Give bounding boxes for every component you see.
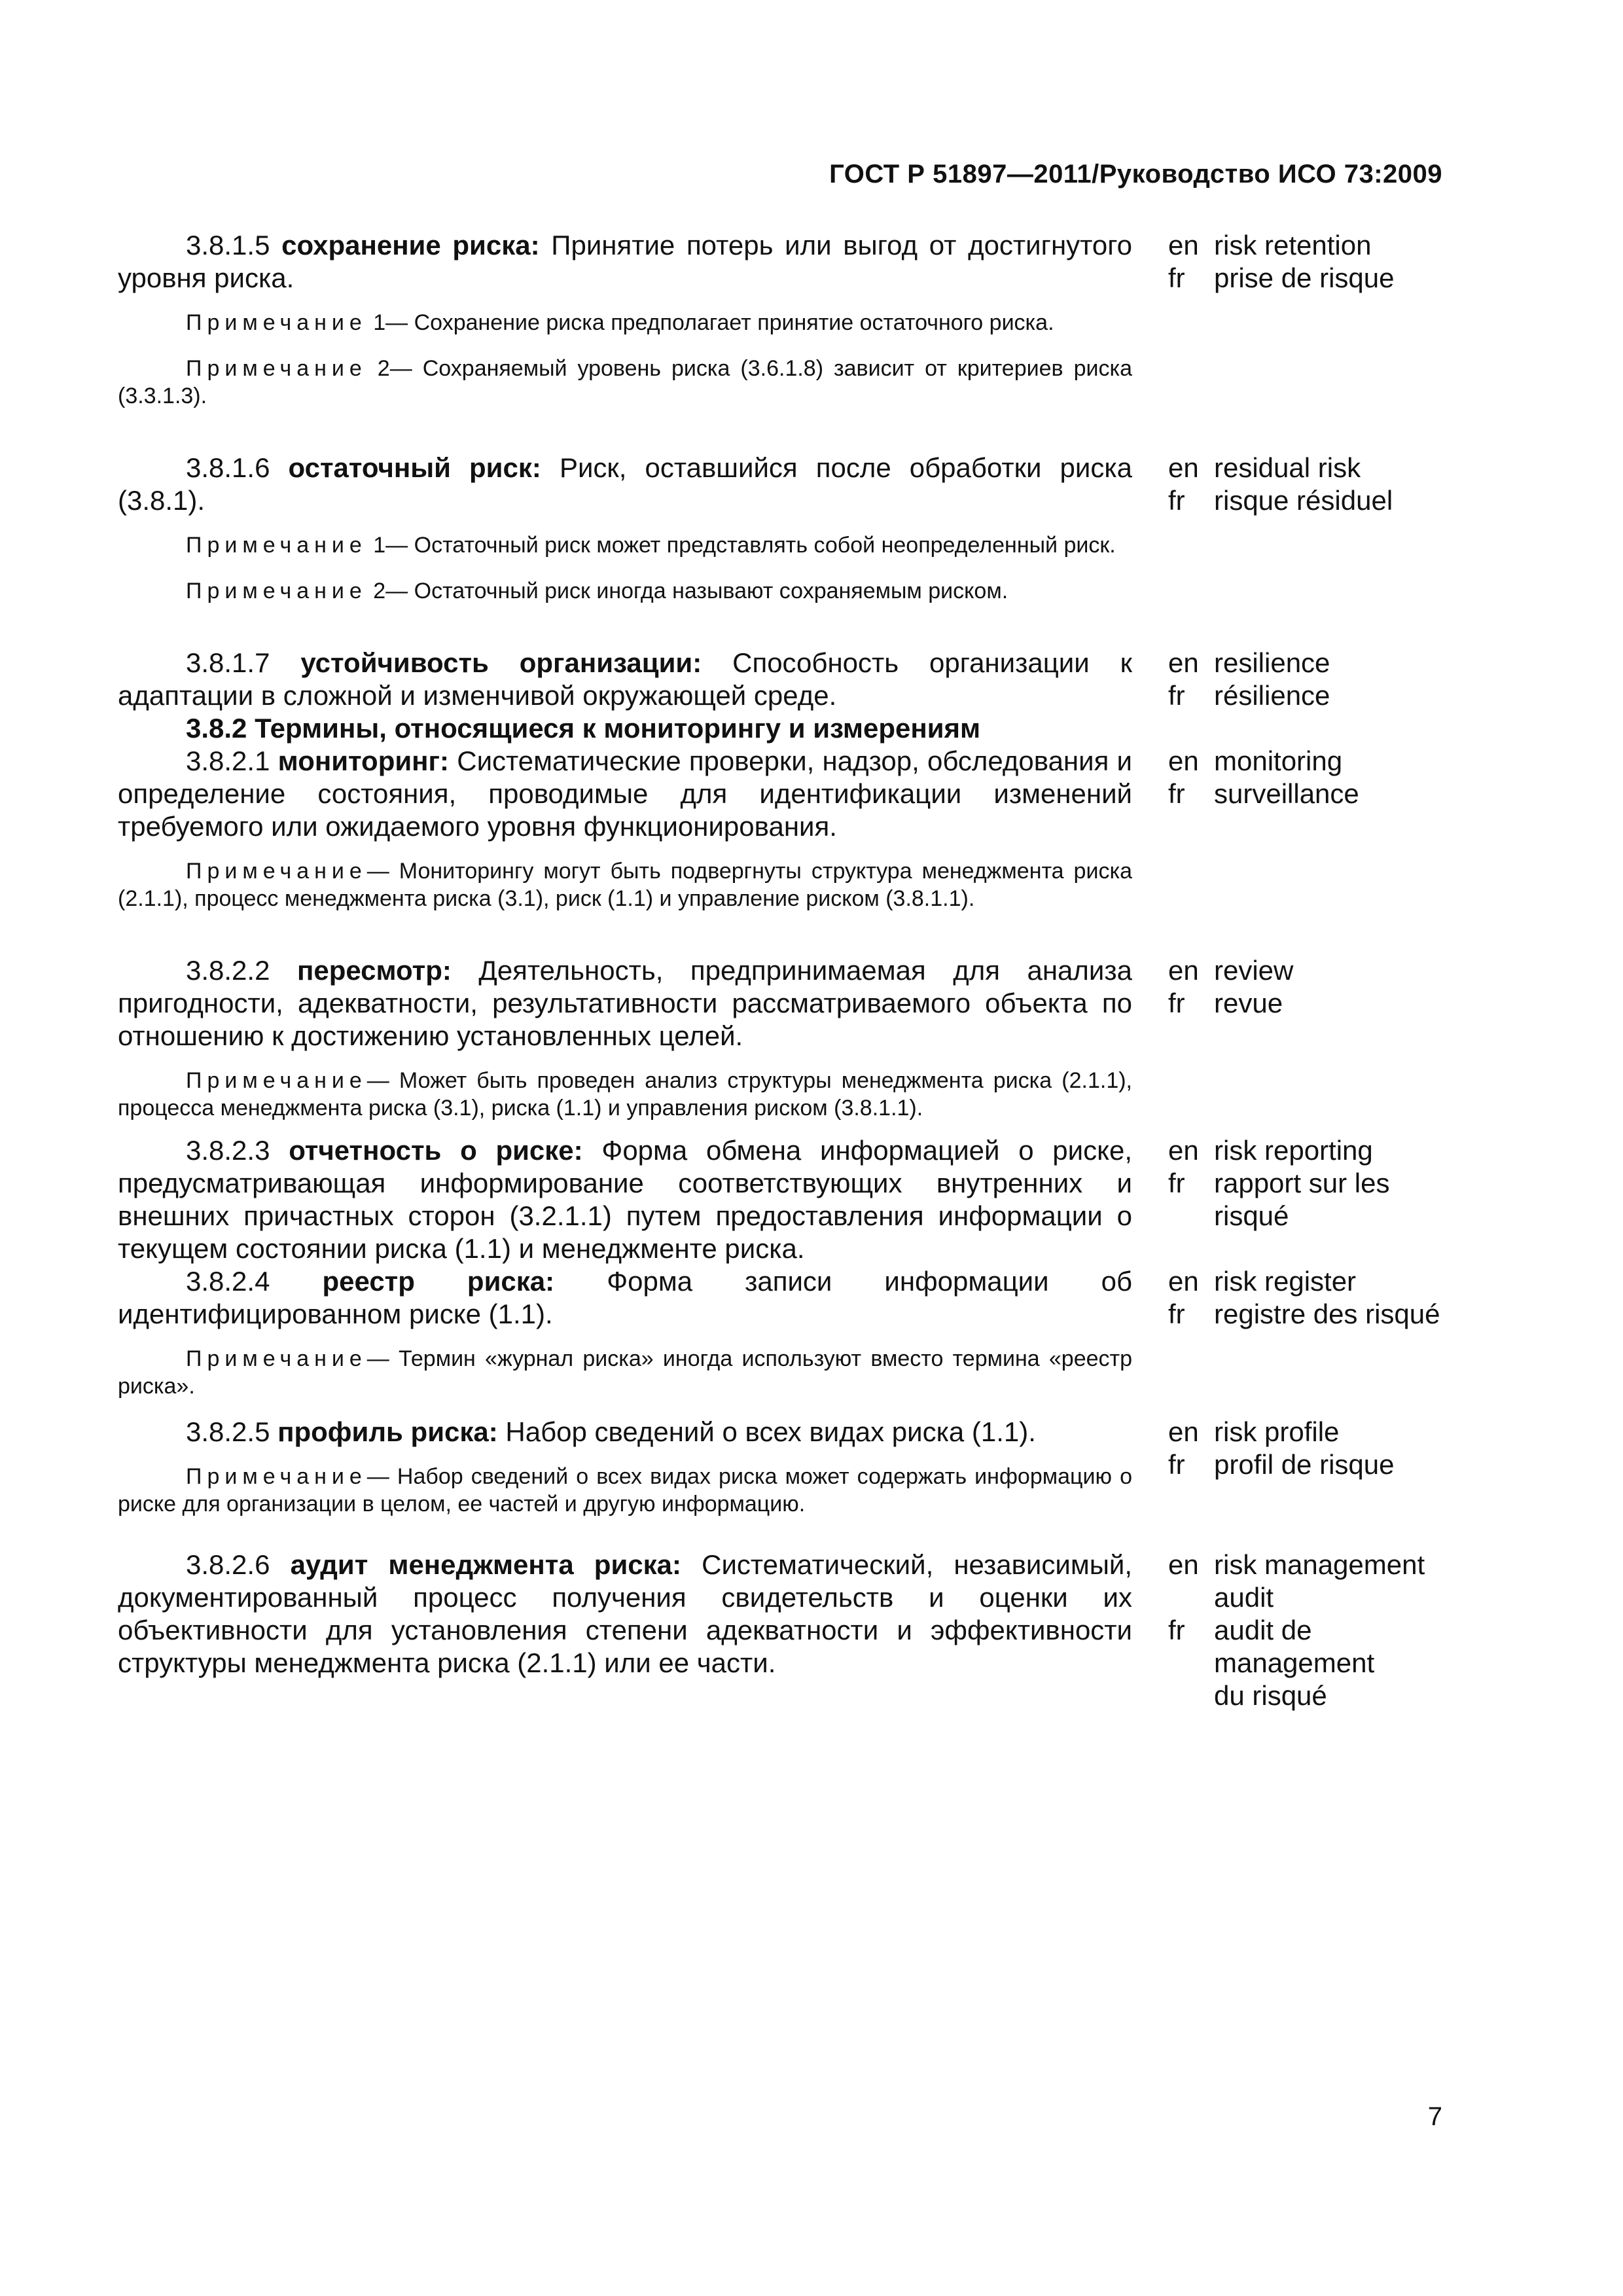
note-text: — Сохраняемый уровень риска (3.6.1.8) зависит от критериев риска (3.3.1.3). bbox=[118, 356, 1132, 408]
equivalent-terms bbox=[1168, 452, 1495, 517]
lang-term-fr: prise de risque bbox=[1214, 262, 1395, 293]
lang-en bbox=[1168, 1134, 1495, 1167]
lang-term-en: risk register bbox=[1214, 1266, 1357, 1297]
equivalent-terms bbox=[1168, 647, 1495, 712]
note-label: Примечание bbox=[186, 310, 367, 335]
definition bbox=[118, 954, 1132, 1052]
lang-term-en: monitoring bbox=[1214, 745, 1343, 776]
lang-code-en: en bbox=[1168, 452, 1199, 483]
lang-fr bbox=[1168, 262, 1495, 295]
lang-code-en: en bbox=[1168, 647, 1199, 678]
lang-code-en: en bbox=[1168, 1266, 1199, 1297]
note-label: Примечание bbox=[186, 1346, 367, 1371]
term-number: 3.8.2.2 bbox=[186, 955, 270, 986]
term-title: профиль риска: bbox=[277, 1416, 498, 1447]
lang-en bbox=[1168, 954, 1495, 987]
note-label: Примечание bbox=[186, 533, 367, 558]
note-text: — Термин «журнал риска» иногда используют вместо термина «реестр риска». bbox=[118, 1346, 1132, 1399]
equivalent-terms bbox=[1168, 745, 1495, 810]
lang-term-en: risk reporting bbox=[1214, 1135, 1373, 1166]
definition bbox=[118, 1416, 1132, 1448]
definition bbox=[118, 1265, 1132, 1331]
term-entry bbox=[118, 229, 1486, 445]
term-number: 3.8.2.1 bbox=[186, 745, 270, 776]
lang-fr bbox=[1168, 1448, 1495, 1481]
lang-code-en: en bbox=[1168, 230, 1199, 260]
note-label: Примечание bbox=[186, 859, 367, 884]
note bbox=[118, 1345, 1132, 1400]
note-num: 2 bbox=[377, 356, 390, 381]
term-entry bbox=[118, 647, 1486, 712]
term-title: мониторинг: bbox=[277, 745, 450, 776]
lang-code-fr: fr bbox=[1168, 1615, 1185, 1645]
lang-fr bbox=[1168, 679, 1495, 712]
term-title: отчетность о риске: bbox=[289, 1135, 583, 1166]
lang-code-fr: fr bbox=[1168, 1299, 1185, 1329]
lang-en bbox=[1168, 1549, 1495, 1614]
note-label: Примечание bbox=[186, 1068, 367, 1093]
note-label: Примечание bbox=[186, 1464, 367, 1489]
lang-en bbox=[1168, 1265, 1495, 1298]
document-header: ГОСТ Р 51897—2011/Руководство ИСО 73:2009 bbox=[829, 160, 1442, 188]
lang-term-en: review bbox=[1214, 955, 1294, 986]
entry-body bbox=[118, 229, 1132, 410]
lang-term-fr: risque résiduel bbox=[1214, 485, 1393, 516]
lang-code-en: en bbox=[1168, 1135, 1199, 1166]
lang-code-fr: fr bbox=[1168, 262, 1185, 293]
lang-code-fr: fr bbox=[1168, 680, 1185, 711]
lang-term-fr: rapport sur les risqué bbox=[1214, 1168, 1390, 1231]
term-title: пересмотр: bbox=[296, 955, 452, 986]
entry-body bbox=[118, 1549, 1132, 1679]
lang-code-fr: fr bbox=[1168, 988, 1185, 1018]
lang-term-en: risk management audit bbox=[1214, 1549, 1425, 1613]
lang-code-en: en bbox=[1168, 955, 1199, 986]
note-text: — Сохранение риска предполагает принятие остаточного риска. bbox=[385, 310, 1054, 335]
note-text: — Может быть проведен анализ структуры менеджмента риска (2.1.1), процесса менеджмента риска (3.1), риска (1.1) и управления риском (3.8.1.1). bbox=[118, 1068, 1132, 1121]
lang-term-fr: surveillance bbox=[1214, 778, 1359, 809]
term-definition: Форма обмена информацией о риске, предусматривающая информирование соответствующих внутренних и внешних причастных сторон (3.2.1.1) путем предоставления информации о текущем состоянии риска (1.1) и менеджменте риска. bbox=[118, 1135, 1132, 1264]
entry-body bbox=[118, 954, 1132, 1122]
lang-code-en: en bbox=[1168, 1549, 1199, 1580]
lang-term-en: risk retention bbox=[1214, 230, 1372, 260]
lang-fr bbox=[1168, 1167, 1495, 1232]
lang-code-fr: fr bbox=[1168, 1449, 1185, 1480]
lang-en bbox=[1168, 229, 1495, 262]
note-text: — Остаточный риск иногда называют сохраняемым риском. bbox=[385, 579, 1008, 603]
section-heading: 3.8.2 Термины, относящиеся к мониторингу и измерениям bbox=[186, 713, 981, 744]
definition bbox=[118, 1134, 1132, 1265]
page-number: 7 bbox=[1427, 2102, 1442, 2131]
note bbox=[118, 309, 1132, 336]
term-number: 3.8.2.4 bbox=[186, 1266, 270, 1297]
lang-code-en: en bbox=[1168, 1416, 1199, 1447]
term-number: 3.8.2.3 bbox=[186, 1135, 270, 1166]
term-title: остаточный риск: bbox=[288, 452, 541, 483]
note-text: — Набор сведений о всех видах риска может содержать информацию о риске для организации в целом, ее частей и другую информацию. bbox=[118, 1464, 1132, 1516]
definition bbox=[118, 745, 1132, 843]
entry-body bbox=[118, 745, 1132, 912]
lang-en bbox=[1168, 745, 1495, 778]
definition bbox=[118, 647, 1132, 712]
equivalent-terms bbox=[1168, 954, 1495, 1020]
term-title: реестр риска: bbox=[322, 1266, 555, 1297]
lang-en bbox=[1168, 452, 1495, 484]
term-number: 3.8.1.7 bbox=[186, 647, 270, 678]
term-number: 3.8.2.6 bbox=[186, 1549, 270, 1580]
entry-body bbox=[118, 452, 1132, 605]
equivalent-terms bbox=[1168, 229, 1495, 295]
lang-code-fr: fr bbox=[1168, 485, 1185, 516]
entry-body bbox=[118, 1416, 1132, 1518]
term-title: сохранение риска: bbox=[281, 230, 540, 260]
note-num: 1 bbox=[373, 310, 386, 335]
lang-fr bbox=[1168, 1298, 1495, 1331]
term-definition: Набор сведений о всех видах риска (1.1). bbox=[505, 1416, 1036, 1447]
note-label: Примечание bbox=[186, 579, 367, 603]
note-num: 1 bbox=[373, 533, 386, 558]
equivalent-terms bbox=[1168, 1549, 1495, 1712]
term-definition: Форма записи информации об идентифицированном риске (1.1). bbox=[118, 1266, 1133, 1329]
entry-body bbox=[118, 1134, 1132, 1265]
note-num: 2 bbox=[373, 579, 386, 603]
term-definition: Риск, оставшийся после обработки риска (3.8.1). bbox=[118, 452, 1132, 516]
note bbox=[118, 1067, 1132, 1122]
term-definition: Способность организации к адаптации в сложной и изменчивой окружающей среде. bbox=[118, 647, 1133, 711]
term-definition: Систематический, независимый, документированный процесс получения свидетельств и оценки их объективности для установления степени адекватности и эффективности структуры менеджмента риска (2.1.1) или ее части. bbox=[118, 1549, 1133, 1678]
lang-fr bbox=[1168, 1614, 1495, 1712]
lang-term-fr: registre des risqué bbox=[1214, 1299, 1440, 1329]
note bbox=[118, 1463, 1132, 1518]
equivalent-terms bbox=[1168, 1134, 1495, 1232]
note bbox=[118, 531, 1132, 559]
note bbox=[118, 577, 1132, 605]
term-number: 3.8.1.6 bbox=[186, 452, 270, 483]
term-entry bbox=[118, 1416, 1486, 1534]
definition bbox=[118, 452, 1132, 517]
equivalent-terms bbox=[1168, 1416, 1495, 1481]
lang-code-fr: fr bbox=[1168, 778, 1185, 809]
lang-term-fr: profil de risque bbox=[1214, 1449, 1395, 1480]
note-text: — Мониторингу могут быть подвергнуты структура менеджмента риска (2.1.1), процесс менеджмента риска (3.1), риск (1.1) и управление риском (3.8.1.1). bbox=[118, 859, 1132, 911]
term-entry bbox=[118, 1134, 1486, 1265]
lang-en bbox=[1168, 647, 1495, 679]
term-definition: Деятельность, предпринимаемая для анализа пригодности, адекватности, результативности рассматриваемого объекта по отношению к достижению установленных целей. bbox=[118, 955, 1132, 1051]
lang-term-fr: revue bbox=[1214, 988, 1283, 1018]
term-title: аудит менеджмента риска: bbox=[290, 1549, 681, 1580]
note bbox=[118, 355, 1132, 410]
term-entry bbox=[118, 1549, 1486, 1711]
term-entry bbox=[118, 452, 1486, 641]
lang-fr bbox=[1168, 484, 1495, 517]
lang-term-en: risk profile bbox=[1214, 1416, 1340, 1447]
term-title: устойчивость организации: bbox=[300, 647, 702, 678]
lang-code-fr: fr bbox=[1168, 1168, 1185, 1198]
term-number: 3.8.2.5 bbox=[186, 1416, 270, 1447]
entry-body bbox=[118, 1265, 1132, 1400]
note bbox=[118, 857, 1132, 912]
definition bbox=[118, 229, 1132, 295]
entry-body bbox=[118, 647, 1132, 712]
lang-fr bbox=[1168, 778, 1495, 810]
note-label: Примечание bbox=[186, 356, 367, 381]
lang-en bbox=[1168, 1416, 1495, 1448]
lang-code-en: en bbox=[1168, 745, 1199, 776]
term-number: 3.8.1.5 bbox=[186, 230, 270, 260]
definition bbox=[118, 1549, 1132, 1679]
term-definition: Принятие потерь или выгод от достигнутого уровня риска. bbox=[118, 230, 1133, 293]
lang-term-fr: résilience bbox=[1214, 680, 1330, 711]
term-definition: Систематические проверки, надзор, обследования и определение состояния, проводимые для идентификации изменений требуемого или ожидаемого уровня функционирования. bbox=[118, 745, 1133, 842]
term-entry bbox=[118, 954, 1486, 1126]
lang-fr bbox=[1168, 987, 1495, 1020]
lang-term-en: residual risk bbox=[1214, 452, 1361, 483]
term-entry bbox=[118, 1265, 1486, 1409]
lang-term-en: resilience bbox=[1214, 647, 1330, 678]
term-entry bbox=[118, 745, 1486, 948]
equivalent-terms bbox=[1168, 1265, 1495, 1331]
note-text: — Остаточный риск может представлять собой неопределенный риск. bbox=[385, 533, 1116, 558]
lang-term-fr: audit de management du risqué bbox=[1214, 1615, 1375, 1711]
